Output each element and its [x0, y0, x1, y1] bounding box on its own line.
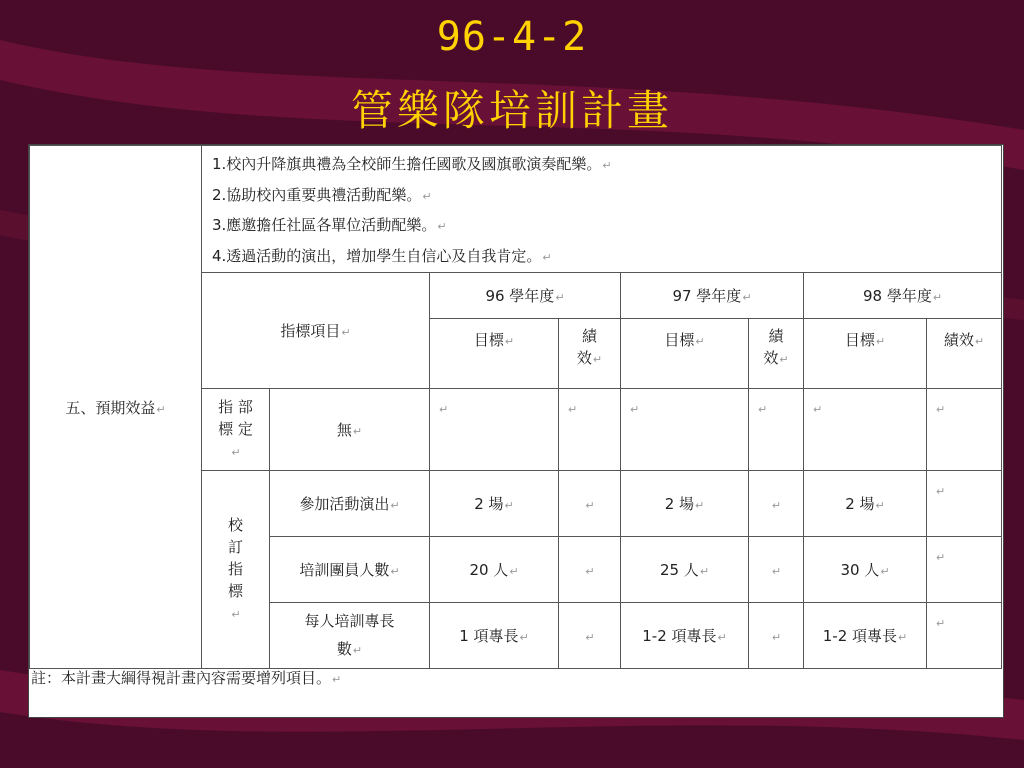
empty-cell: ↵: [430, 389, 559, 471]
year-header-98: 98 學年度↵: [804, 273, 1002, 319]
section-label: 五、預期效益: [65, 398, 156, 417]
goal-value: 1 項專長↵: [430, 603, 559, 669]
goal-header: 目標↵: [621, 319, 749, 389]
goal-value: 2 場↵: [430, 471, 559, 537]
dept-indicator-item: 無↵: [270, 389, 430, 471]
result-value: ↵: [559, 471, 621, 537]
plan-table: [29, 145, 1002, 669]
indicator-item: 培訓團員人數↵: [270, 537, 430, 603]
slide-title: 管樂隊培訓計畫: [350, 86, 673, 135]
goal-value: 1-2 項專長↵: [804, 603, 927, 669]
intro-item: 3.應邀擔任社區各單位活動配樂。↵: [212, 216, 447, 234]
result-header: 績 效↵: [749, 319, 804, 389]
dept-indicator-label: 指 部 標 定 ↵: [202, 389, 270, 471]
indicator-item: 參加活動演出↵: [270, 471, 430, 537]
empty-cell: ↵: [927, 389, 1002, 471]
empty-cell: ↵: [621, 389, 749, 471]
plan-table-sheet: [28, 144, 1004, 718]
result-value: ↵: [927, 603, 1002, 669]
year-header-96: 96 學年度↵: [430, 273, 621, 319]
goal-value: 25 人↵: [621, 537, 749, 603]
goal-header: 目標↵: [804, 319, 927, 389]
indicator-header: 指標項目↵: [202, 273, 430, 389]
goal-value: 1-2 項專長↵: [621, 603, 749, 669]
goal-value: 30 人↵: [804, 537, 927, 603]
empty-cell: ↵: [804, 389, 927, 471]
result-value: ↵: [749, 603, 804, 669]
intro-item: 4.透過活動的演出，增加學生自信心及自我肯定。↵: [212, 246, 552, 265]
empty-cell: ↵: [559, 389, 621, 471]
year-header-97: 97 學年度↵: [621, 273, 804, 319]
indicator-item: 每人培訓專長 數↵: [270, 603, 430, 669]
intro-item: 2.協助校內重要典禮活動配樂。↵: [212, 185, 432, 204]
intro-item: 1.校內升降旗典禮為全校師生擔任國歌及國旗歌演奏配樂。↵: [212, 155, 612, 173]
school-indicator-label: 校 訂 指 標 ↵: [202, 471, 270, 669]
table-note: 註：本計畫大綱得視計畫內容需要增列項目。↵: [31, 669, 342, 687]
result-value: ↵: [749, 537, 804, 603]
result-value: ↵: [927, 537, 1002, 603]
result-value: ↵: [749, 471, 804, 537]
slide-title-number: 96-4-2: [436, 14, 588, 60]
empty-cell: ↵: [749, 389, 804, 471]
goal-value: 20 人↵: [430, 537, 559, 603]
result-value: ↵: [559, 603, 621, 669]
intro-list: [202, 146, 1002, 273]
result-header: 績 效↵: [559, 319, 621, 389]
goal-value: 2 場↵: [804, 471, 927, 537]
result-value: ↵: [927, 471, 1002, 537]
goal-header: 目標↵: [430, 319, 559, 389]
result-value: ↵: [559, 537, 621, 603]
result-header: 績效↵: [927, 319, 1002, 389]
section-label-cell: 五、預期效益↵: [30, 146, 202, 669]
goal-value: 2 場↵: [621, 471, 749, 537]
